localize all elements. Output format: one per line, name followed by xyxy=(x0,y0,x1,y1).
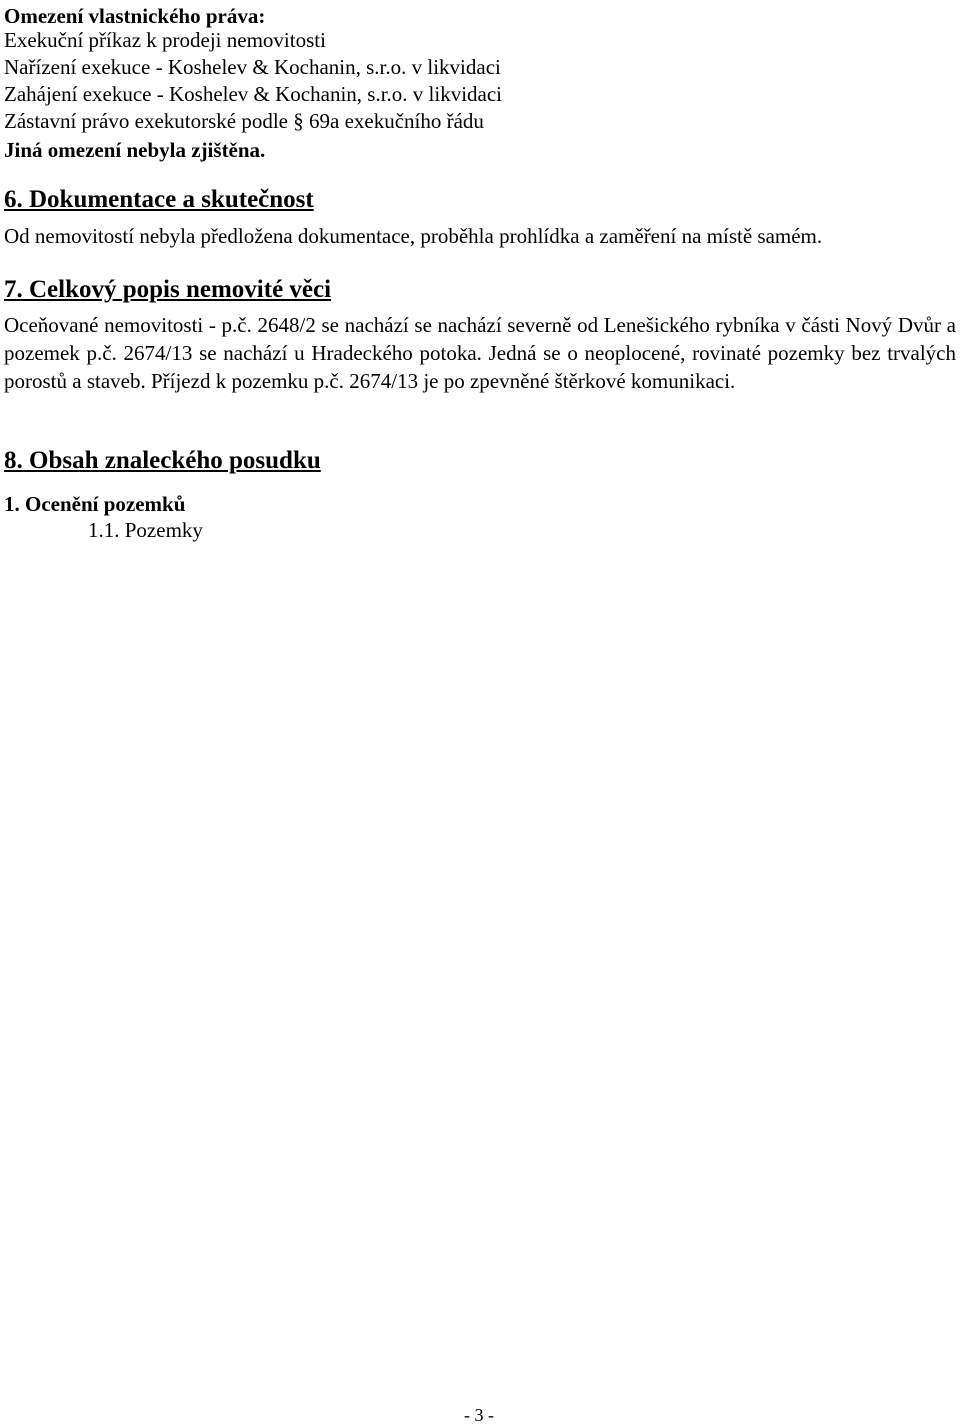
section-8-heading: 8. Obsah znaleckého posudku xyxy=(4,447,321,474)
page-number-text: - 3 - xyxy=(464,1405,494,1425)
section-8-subitem: 1.1. Pozemky xyxy=(88,518,203,542)
encumbrance-item: Zástavní právo exekutorské podle § 69a exekučního řádu xyxy=(4,109,484,133)
page-number xyxy=(0,1404,960,1426)
encumbrance-item: Nařízení exekuce - Koshelev & Kochanin, s.r.o. v likvidaci xyxy=(4,55,501,79)
section-8-subtitle: 1. Ocenění pozemků xyxy=(4,492,186,516)
section-6-text: Od nemovitostí nebyla předložena dokumentace, proběhla prohlídka a zaměření na místě samém. xyxy=(4,224,823,248)
encumbrances-title: Omezení vlastnického práva: xyxy=(4,4,266,28)
section-6-heading: 6. Dokumentace a skutečnost xyxy=(4,186,314,213)
section-7-heading: 7. Celkový popis nemovité věci xyxy=(4,276,332,303)
encumbrance-item: Zahájení exekuce - Koshelev & Kochanin, s.r.o. v likvidaci xyxy=(4,82,503,106)
encumbrances-note: Jiná omezení nebyla zjištěna. xyxy=(4,138,266,162)
section-7-text: Oceňované nemovitosti - p.č. 2648/2 se nachází se nachází severně od Lenešického rybníka v části Nový Dvůr a pozemek p.č. 2674/13 se nachází u Hradeckého potoka. Jedná se o neoplocené, rovinaté pozemky bez trvalých porostů a staveb. Příjezd k pozemku p.č. 2674/13 je po zpevněné štěrkové komunikaci. xyxy=(4,313,956,393)
encumbrance-item: Exekuční příkaz k prodeji nemovitosti xyxy=(4,28,326,52)
